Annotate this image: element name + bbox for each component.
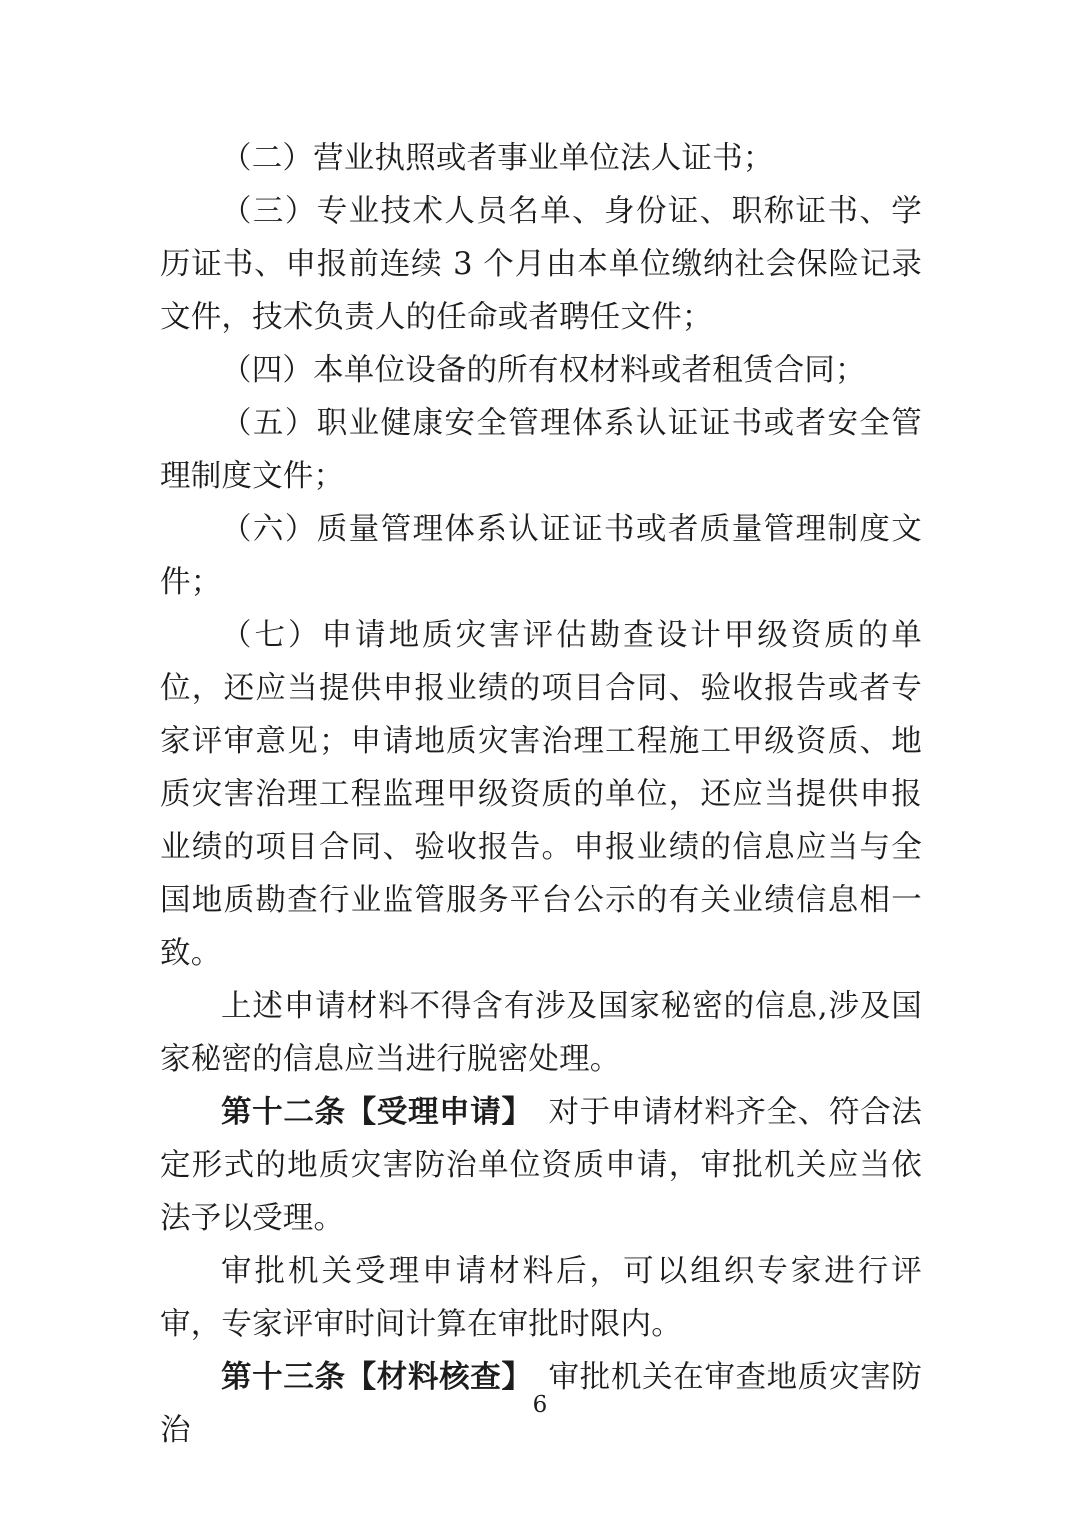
- article-13-body: 审批机关在审查地质灾害防治: [160, 1360, 922, 1448]
- paragraph-item-4: （四）本单位设备的所有权材料或者租赁合同；: [221, 353, 866, 388]
- article-13-heading: 第十三条【材料核查】: [221, 1359, 518, 1395]
- paragraph-item-7: （七）申请地质灾害评估勘查设计甲级资质的单位，还应当提供申报业绩的项目合同、验收报告或者专家评审意见；申请地质灾害治理工程施工甲级资质、地质灾害治理工程监理甲级资质的单位，还应当提供申报业绩的项目合同、验收报告。申报业绩的信息应当与全国地质勘查行业监管服务平台公示的有关业绩信息相一致。: [160, 618, 922, 971]
- paragraph-item-6: （六）质量管理体系认证证书或者质量管理制度文件；: [160, 512, 922, 600]
- paragraph-item-2: （二）营业执照或者事业单位法人证书；: [221, 141, 774, 176]
- article-12-heading: 第十二条【受理申请】: [221, 1094, 518, 1130]
- paragraph-secrecy-note: 上述申请材料不得含有涉及国家秘密的信息,涉及国家秘密的信息应当进行脱密处理。: [160, 989, 922, 1077]
- paragraph-item-5: （五）职业健康安全管理体系认证证书或者安全管理制度文件；: [160, 406, 922, 494]
- article-12: [160, 1086, 922, 1245]
- paragraph-item-3: （三）专业技术人员名单、身份证、职称证书、学历证书、申报前连续 3 个月由本单位缴纳社会保险记录文件，技术负责人的任命或者聘任文件；: [160, 194, 922, 335]
- article-12-body: 对于申请材料齐全、符合法定形式的地质灾害防治单位资质申请，审批机关应当依法予以受理。: [160, 1095, 922, 1236]
- document-body: [160, 132, 922, 1457]
- article-12-paragraph-2: 审批机关受理申请材料后，可以组织专家进行评审，专家评审时间计算在审批时限内。: [160, 1254, 922, 1342]
- page-number: 6: [532, 1392, 548, 1418]
